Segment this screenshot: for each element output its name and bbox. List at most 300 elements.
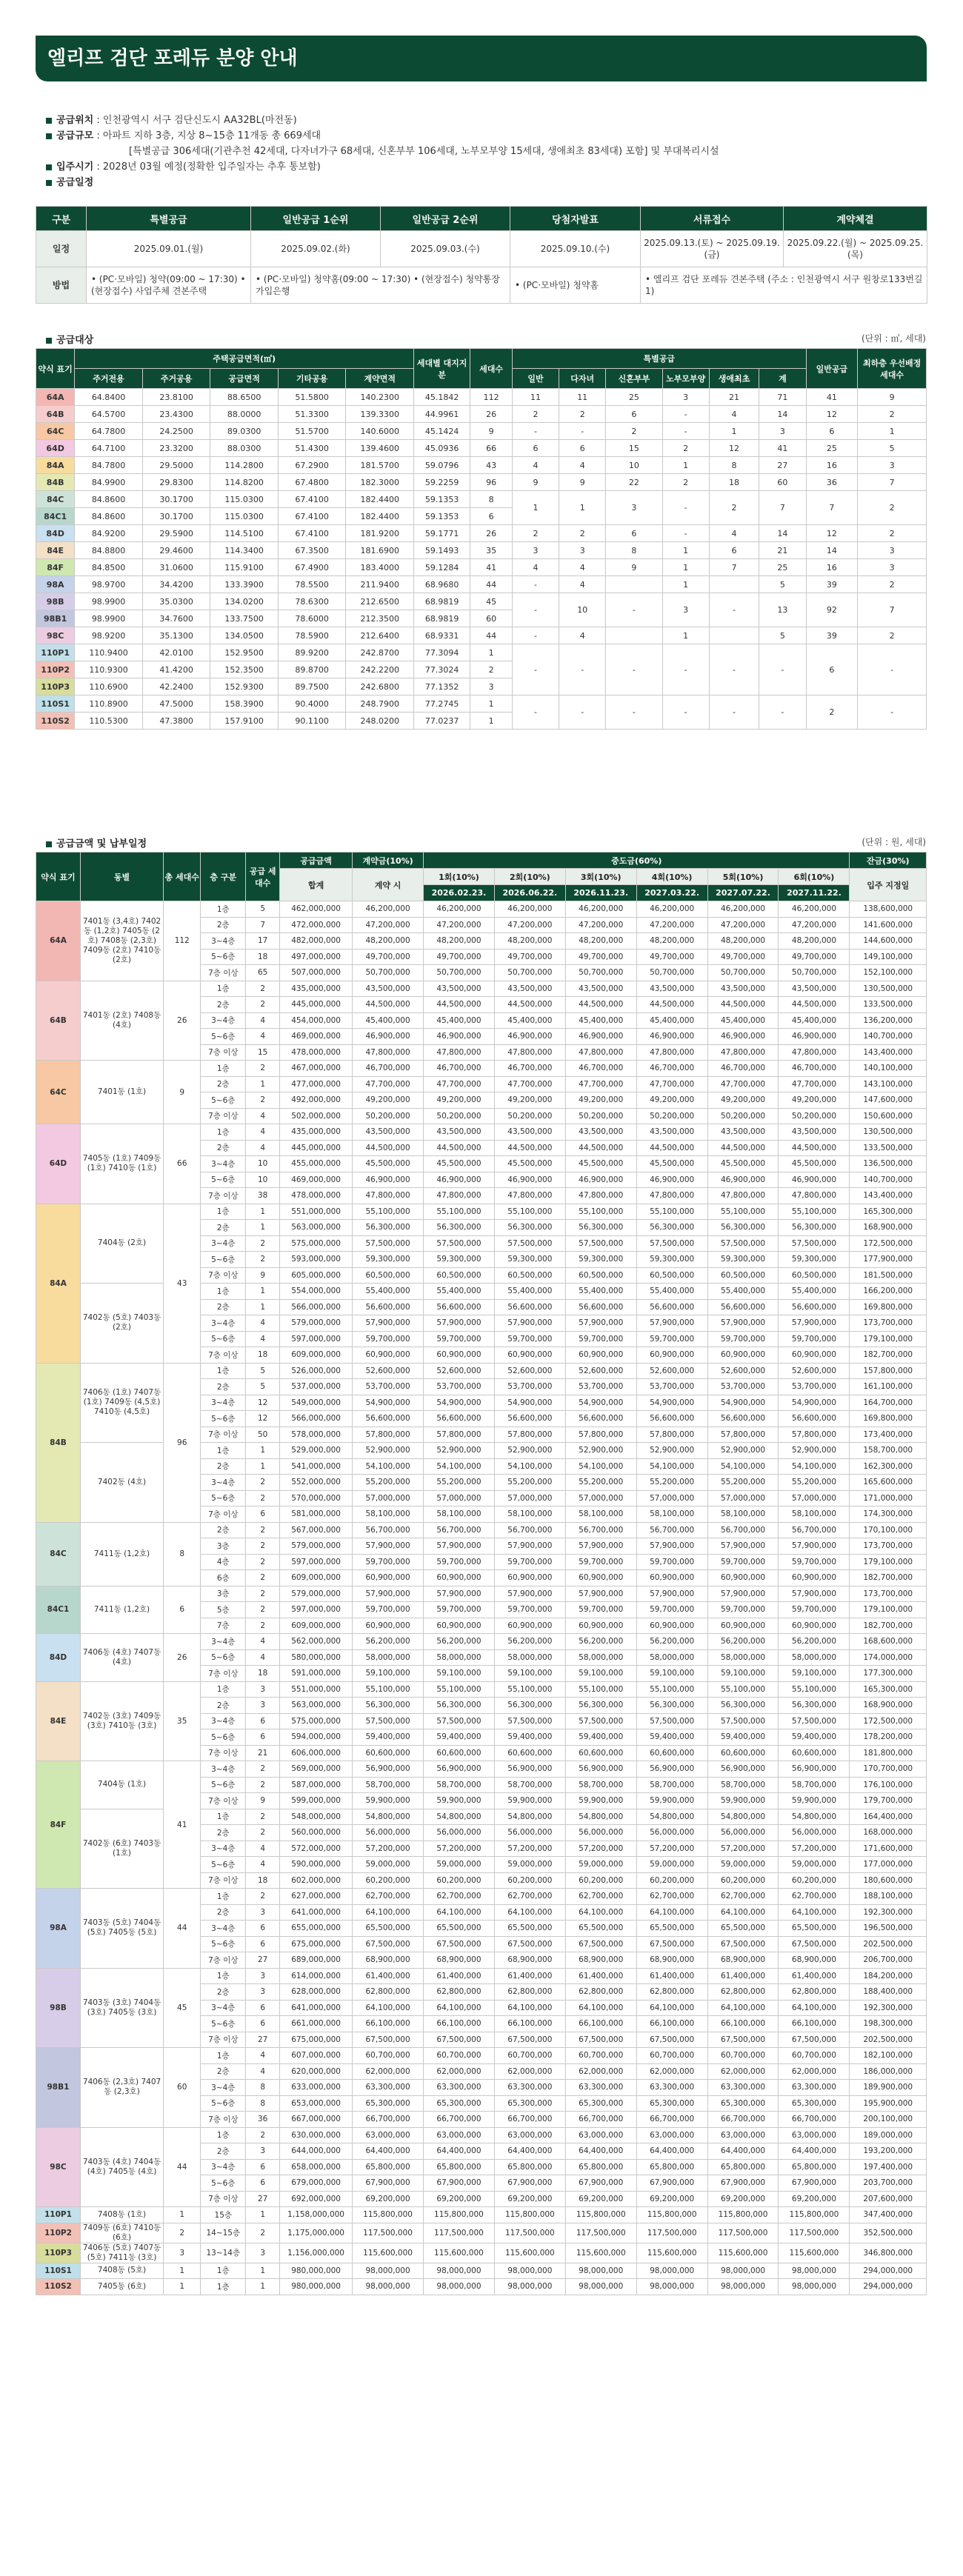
- price-middle: 46,200,000: [636, 901, 707, 918]
- unit-count: 1: [246, 1299, 280, 1315]
- price-middle: 62,700,000: [636, 1889, 707, 1905]
- price-middle: 66,700,000: [707, 2112, 779, 2128]
- supply-cell: 3: [470, 678, 513, 695]
- supply-cell: 1: [662, 559, 709, 576]
- price-middle: 59,700,000: [424, 1331, 495, 1347]
- price-middle: 57,900,000: [707, 1315, 779, 1332]
- price-middle: 55,100,000: [707, 1204, 779, 1220]
- price-middle: 64,100,000: [565, 2000, 636, 2016]
- dong-label: 7406동 (5호) 7407동 (5호) 7411동 (3호): [80, 2243, 163, 2263]
- price-middle: 50,700,000: [707, 965, 779, 981]
- supply-cell: 47.3800: [142, 713, 210, 730]
- type-label: 98B: [36, 1968, 81, 2048]
- supply-cell: 77.3094: [413, 644, 470, 661]
- unit-count: 27: [246, 2032, 280, 2048]
- price-total: 445,000,000: [280, 997, 353, 1013]
- floor-label: 3~4층: [201, 1713, 246, 1729]
- price-deposit: 48,200,000: [353, 933, 424, 950]
- supply-cell: 110.6900: [75, 678, 143, 695]
- price-middle: 59,000,000: [707, 1857, 779, 1873]
- supply-cell: -: [759, 695, 806, 730]
- price-middle: 64,400,000: [707, 2143, 779, 2160]
- supply-cell: 29.8300: [142, 474, 210, 491]
- price-balance: 136,500,000: [850, 1156, 927, 1172]
- supply-cell: 2: [662, 440, 709, 457]
- price-middle: 47,200,000: [636, 917, 707, 933]
- price-middle: 49,200,000: [494, 1092, 565, 1109]
- price-middle: 57,800,000: [779, 1427, 850, 1443]
- supply-row: [36, 406, 927, 423]
- price-deposit: 56,700,000: [353, 1522, 424, 1538]
- schedule-header: 특별공급: [87, 207, 251, 231]
- price-middle: 65,300,000: [424, 2095, 495, 2112]
- price-total: 1,175,000,000: [280, 2223, 353, 2243]
- supply-cell: 1: [662, 457, 709, 474]
- price-middle: 55,400,000: [636, 1284, 707, 1300]
- price-middle: 52,900,000: [565, 1443, 636, 1459]
- price-middle: 59,700,000: [565, 1331, 636, 1347]
- price-middle: 54,900,000: [707, 1395, 779, 1411]
- schedule-table: [36, 206, 927, 304]
- price-deposit: 98,000,000: [353, 2263, 424, 2279]
- price-deposit: 57,900,000: [353, 1315, 424, 1332]
- supply-cell: 44.9961: [413, 406, 470, 423]
- supply-cell: 90.1100: [278, 713, 346, 730]
- floor-label: 2층: [201, 1458, 246, 1475]
- total-units: 96: [164, 1363, 201, 1522]
- price-middle: 46,700,000: [636, 1061, 707, 1077]
- unit-count: 6: [246, 1936, 280, 1952]
- supply-cell: 67.4100: [278, 508, 346, 525]
- supply-cell: -: [559, 695, 606, 730]
- price-middle: 57,500,000: [565, 1235, 636, 1252]
- supply-row: [36, 593, 927, 610]
- dong-label: 7406동 (4호) 7407동 (4호): [80, 1634, 163, 1682]
- price-balance: 171,000,000: [850, 1490, 927, 1506]
- supply-cell: 1: [662, 576, 709, 593]
- price-balance: 174,000,000: [850, 1649, 927, 1666]
- price-middle: 62,800,000: [636, 1984, 707, 2001]
- price-deposit: 59,900,000: [353, 1793, 424, 1809]
- bullet-icon: [46, 164, 52, 170]
- price-middle: 62,000,000: [494, 2063, 565, 2080]
- price-middle: 63,300,000: [424, 2080, 495, 2096]
- supply-cell: 68.9819: [413, 593, 470, 610]
- price-middle: 47,800,000: [779, 1044, 850, 1061]
- price-middle: 60,700,000: [494, 2048, 565, 2064]
- price-middle: 60,900,000: [707, 1570, 779, 1586]
- price-middle: 60,900,000: [636, 1618, 707, 1634]
- price-total: 492,000,000: [280, 1092, 353, 1109]
- price-middle: 59,700,000: [636, 1331, 707, 1347]
- floor-label: 1층: [201, 1681, 246, 1698]
- supply-cell: 157.9100: [210, 713, 279, 730]
- price-middle: 61,400,000: [707, 1968, 779, 1984]
- schedule-row-label: 방법: [36, 267, 87, 304]
- price-middle: 59,000,000: [779, 1857, 850, 1873]
- supply-cell: [606, 627, 662, 644]
- price-middle: 66,700,000: [494, 2112, 565, 2128]
- price-middle: 54,100,000: [424, 1458, 495, 1475]
- price-middle: 98,000,000: [494, 2279, 565, 2295]
- price-middle: 98,000,000: [779, 2279, 850, 2295]
- unit-count: 1: [246, 2279, 280, 2295]
- price-balance: 196,500,000: [850, 1921, 927, 1937]
- price-middle: 68,900,000: [494, 1952, 565, 1969]
- price-middle: 65,500,000: [779, 1921, 850, 1937]
- price-middle: 60,200,000: [565, 1872, 636, 1889]
- total-units: 9: [164, 1061, 201, 1124]
- dong-label: 7404동 (1호): [80, 1761, 163, 1809]
- price-deposit: 60,600,000: [353, 1745, 424, 1761]
- price-deposit: 46,900,000: [353, 1172, 424, 1188]
- supply-cell: 2: [806, 695, 858, 730]
- price-middle: 54,800,000: [424, 1809, 495, 1825]
- supply-row: [36, 559, 927, 576]
- supply-cell: 1: [470, 695, 513, 713]
- unit-count: 2: [246, 1092, 280, 1109]
- price-balance: 177,000,000: [850, 1857, 927, 1873]
- price-middle: 55,400,000: [707, 1284, 779, 1300]
- supply-cell: 89.0300: [210, 423, 279, 440]
- price-middle: 60,900,000: [779, 1570, 850, 1586]
- type-label: 64C: [36, 1061, 81, 1124]
- floor-label: 2층: [201, 917, 246, 933]
- price-middle: 55,200,000: [779, 1475, 850, 1491]
- price-total: 980,000,000: [280, 2263, 353, 2279]
- supply-subheader: 주거전용: [75, 369, 143, 389]
- unit-count: 18: [246, 949, 280, 965]
- price-balance: 169,800,000: [850, 1411, 927, 1427]
- supply-cell: 88.0000: [210, 406, 279, 423]
- bullet-icon: [46, 338, 52, 344]
- floor-label: 7층 이상: [201, 1044, 246, 1061]
- type-label: 98A: [36, 576, 75, 593]
- price-middle: 56,600,000: [779, 1411, 850, 1427]
- supply-cell: 34.7600: [142, 610, 210, 627]
- supply-cell: 4: [559, 457, 606, 474]
- supply-cell: 181.5700: [346, 457, 414, 474]
- price-middle: 59,100,000: [779, 1666, 850, 1682]
- price-middle: 98,000,000: [779, 2263, 850, 2279]
- price-header: 동별: [80, 852, 163, 901]
- supply-cell: 45.1842: [413, 389, 470, 406]
- price-middle: 45,400,000: [424, 1012, 495, 1029]
- type-label: 110S1: [36, 695, 75, 713]
- price-middle: 59,700,000: [707, 1602, 779, 1618]
- price-balance: 143,100,000: [850, 1076, 927, 1092]
- price-middle: 57,500,000: [636, 1713, 707, 1729]
- supply-cell: 9: [470, 423, 513, 440]
- total-units: 26: [164, 981, 201, 1061]
- price-middle: 57,800,000: [636, 1427, 707, 1443]
- unit-count: 18: [246, 1347, 280, 1364]
- supply-cell: 84.8500: [75, 559, 143, 576]
- floor-label: 5~6층: [201, 1729, 246, 1746]
- price-total: 567,000,000: [280, 1522, 353, 1538]
- supply-cell: 212.6400: [346, 627, 414, 644]
- supply-cell: 84.7800: [75, 457, 143, 474]
- unit-count: 2: [246, 981, 280, 997]
- supply-cell: 114.2800: [210, 457, 279, 474]
- floor-label: 1층: [201, 2048, 246, 2064]
- unit-count: 10: [246, 1156, 280, 1172]
- price-middle: 46,700,000: [707, 1061, 779, 1077]
- price-middle: 47,800,000: [565, 1044, 636, 1061]
- price-header: 잔금(30%): [850, 852, 927, 869]
- price-balance: 347,400,000: [850, 2207, 927, 2223]
- price-middle: 45,500,000: [779, 1156, 850, 1172]
- floor-label: 7층 이상: [201, 1872, 246, 1889]
- price-deposit: 52,900,000: [353, 1443, 424, 1459]
- supply-cell: 27: [759, 457, 806, 474]
- price-middle: 115,800,000: [565, 2207, 636, 2223]
- supply-section-title: [46, 332, 93, 346]
- dong-label: 7402동 (5호) 7403동 (2호): [80, 1284, 163, 1364]
- floor-label: 7층 이상: [201, 1427, 246, 1443]
- price-subheader: 3회(10%): [565, 869, 636, 885]
- price-middle: 65,300,000: [565, 2095, 636, 2112]
- unit-count: 2: [246, 1602, 280, 1618]
- price-middle: 68,900,000: [424, 1952, 495, 1969]
- price-total: 552,000,000: [280, 1475, 353, 1491]
- type-label: 110P3: [36, 678, 75, 695]
- price-subheader: 합계: [280, 869, 353, 901]
- price-middle: 62,800,000: [424, 1984, 495, 2001]
- supply-cell: 51.5700: [278, 423, 346, 440]
- price-balance: 192,300,000: [850, 1904, 927, 1921]
- price-middle: 56,300,000: [779, 1220, 850, 1236]
- info-label: 공급위치: [56, 115, 94, 126]
- price-total: 692,000,000: [280, 2191, 353, 2207]
- floor-label: 3~4층: [201, 2159, 246, 2175]
- price-middle: 58,100,000: [636, 1506, 707, 1523]
- price-middle: 60,700,000: [565, 2048, 636, 2064]
- price-deposit: 60,700,000: [353, 2048, 424, 2064]
- unit-count: 1: [246, 1458, 280, 1475]
- unit-count: 3: [246, 1681, 280, 1698]
- price-middle: 57,900,000: [565, 1315, 636, 1332]
- price-total: 597,000,000: [280, 1602, 353, 1618]
- price-middle: 56,300,000: [424, 1698, 495, 1714]
- supply-cell: [709, 576, 759, 593]
- price-middle: 58,100,000: [707, 1506, 779, 1523]
- unit-count: 6: [246, 2175, 280, 2192]
- supply-cell: 8: [709, 457, 759, 474]
- price-middle: 58,000,000: [636, 1649, 707, 1666]
- price-middle: 65,800,000: [779, 2159, 850, 2175]
- price-middle: 65,500,000: [424, 1921, 495, 1937]
- supply-cell: 1: [858, 423, 927, 440]
- price-middle: 65,800,000: [636, 2159, 707, 2175]
- price-middle: 57,900,000: [494, 1538, 565, 1555]
- unit-count: 2: [246, 1618, 280, 1634]
- unit-count: 12: [246, 1395, 280, 1411]
- supply-cell: 78.6300: [278, 593, 346, 610]
- price-total: 653,000,000: [280, 2095, 353, 2112]
- type-label: 64D: [36, 1124, 81, 1204]
- price-balance: 207,600,000: [850, 2191, 927, 2207]
- price-middle: 59,300,000: [707, 1252, 779, 1268]
- supply-cell: 60: [759, 474, 806, 491]
- price-total: 689,000,000: [280, 1952, 353, 1969]
- supply-cell: 92: [806, 593, 858, 627]
- price-total: 1,158,000,000: [280, 2207, 353, 2223]
- supply-cell: 212.6500: [346, 593, 414, 610]
- section-label: 공급대상: [56, 335, 94, 346]
- supply-cell: 51.3300: [278, 406, 346, 423]
- price-middle: 46,700,000: [494, 1061, 565, 1077]
- floor-label: 5~6층: [201, 1649, 246, 1666]
- price-middle: 58,100,000: [494, 1506, 565, 1523]
- price-deposit: 58,100,000: [353, 1506, 424, 1523]
- dong-label: 7401동 (1호): [80, 1061, 163, 1124]
- supply-cell: 41.4200: [142, 661, 210, 678]
- price-middle: 56,900,000: [707, 1761, 779, 1778]
- unit-count: 12: [246, 1411, 280, 1427]
- unit-count: 1: [246, 1284, 280, 1300]
- price-deposit: 44,500,000: [353, 1140, 424, 1156]
- price-balance: 161,100,000: [850, 1379, 927, 1395]
- price-total: 469,000,000: [280, 1172, 353, 1188]
- price-balance: 168,600,000: [850, 1634, 927, 1650]
- supply-cell: 25: [806, 440, 858, 457]
- price-middle: 56,300,000: [565, 1698, 636, 1714]
- type-label: 64B: [36, 406, 75, 423]
- info-section: [46, 113, 920, 190]
- price-middle: 59,300,000: [636, 1252, 707, 1268]
- price-middle: 98,000,000: [565, 2279, 636, 2295]
- supply-cell: 139.4600: [346, 440, 414, 457]
- price-middle: 50,200,000: [424, 1108, 495, 1124]
- price-balance: 130,500,000: [850, 981, 927, 997]
- price-middle: 67,900,000: [424, 2175, 495, 2192]
- price-subheader: 2027.07.22.: [707, 885, 779, 901]
- price-deposit: 57,800,000: [353, 1427, 424, 1443]
- supply-cell: 16: [806, 457, 858, 474]
- price-middle: 60,600,000: [779, 1745, 850, 1761]
- price-middle: 57,900,000: [565, 1586, 636, 1602]
- floor-label: 5~6층: [201, 1857, 246, 1873]
- supply-cell: 68.9331: [413, 627, 470, 644]
- supply-subheader: 기타공용: [278, 369, 346, 389]
- floor-label: 15층: [201, 2207, 246, 2223]
- floor-label: 5~6층: [201, 2016, 246, 2032]
- price-middle: 54,100,000: [494, 1458, 565, 1475]
- price-row: [36, 1634, 927, 1650]
- floor-label: 1층: [201, 2263, 246, 2279]
- price-total: 675,000,000: [280, 1936, 353, 1952]
- price-balance: 174,300,000: [850, 1506, 927, 1523]
- supply-subheader: 생애최초: [709, 369, 759, 389]
- price-deposit: 46,900,000: [353, 1029, 424, 1045]
- supply-cell: 68.9819: [413, 610, 470, 627]
- price-middle: 56,000,000: [565, 1825, 636, 1841]
- schedule-cell: • (PC·모바일) 청약홈: [510, 267, 641, 304]
- price-middle: 57,200,000: [636, 1841, 707, 1857]
- unit-count: 38: [246, 1188, 280, 1204]
- price-middle: 46,200,000: [779, 901, 850, 918]
- price-balance: 164,700,000: [850, 1395, 927, 1411]
- price-middle: 48,200,000: [424, 933, 495, 950]
- price-middle: 60,900,000: [779, 1618, 850, 1634]
- price-middle: 57,200,000: [565, 1841, 636, 1857]
- type-label: 98C: [36, 627, 75, 644]
- floor-label: 1층: [201, 2279, 246, 2295]
- price-total: 566,000,000: [280, 1299, 353, 1315]
- price-total: 605,000,000: [280, 1267, 353, 1284]
- floor-label: 7층 이상: [201, 1666, 246, 1682]
- supply-cell: 96: [470, 474, 513, 491]
- price-middle: 59,400,000: [636, 1729, 707, 1746]
- dong-label: 7405동 (6호): [80, 2279, 163, 2295]
- supply-cell: 14: [806, 542, 858, 559]
- price-middle: 47,800,000: [424, 1188, 495, 1204]
- price-balance: 168,900,000: [850, 1698, 927, 1714]
- price-subheader: 6회(10%): [779, 869, 850, 885]
- price-total: 655,000,000: [280, 1921, 353, 1937]
- price-deposit: 44,500,000: [353, 997, 424, 1013]
- supply-cell: 60: [470, 610, 513, 627]
- price-deposit: 62,000,000: [353, 2063, 424, 2080]
- unit-count: 2: [246, 1570, 280, 1586]
- price-header: 중도금(60%): [424, 852, 850, 869]
- floor-label: 1층: [201, 1363, 246, 1379]
- unit-count: 3: [246, 2243, 280, 2263]
- unit-count: 2: [246, 1252, 280, 1268]
- price-middle: 66,100,000: [494, 2016, 565, 2032]
- schedule-header: 서류접수: [641, 207, 784, 231]
- supply-cell: 1: [512, 491, 559, 525]
- price-middle: 57,000,000: [779, 1490, 850, 1506]
- supply-cell: 7: [806, 491, 858, 525]
- supply-row: [36, 627, 927, 644]
- unit-count: 50: [246, 1427, 280, 1443]
- price-deposit: 65,800,000: [353, 2159, 424, 2175]
- price-total: 526,000,000: [280, 1363, 353, 1379]
- price-middle: 49,700,000: [779, 949, 850, 965]
- price-deposit: 115,800,000: [353, 2207, 424, 2223]
- price-middle: 62,000,000: [565, 2063, 636, 2080]
- floor-label: 2층: [201, 1904, 246, 1921]
- price-middle: 62,700,000: [707, 1889, 779, 1905]
- price-middle: 43,500,000: [779, 981, 850, 997]
- floor-label: 3~4층: [201, 1475, 246, 1491]
- price-middle: 54,100,000: [779, 1458, 850, 1475]
- price-middle: 64,100,000: [707, 2000, 779, 2016]
- supply-cell: -: [512, 627, 559, 644]
- schedule-header: 일반공급 2순위: [381, 207, 510, 231]
- price-middle: 57,500,000: [494, 1713, 565, 1729]
- price-total: 658,000,000: [280, 2159, 353, 2175]
- floor-label: 2층: [201, 1984, 246, 2001]
- price-deposit: 65,300,000: [353, 2095, 424, 2112]
- supply-cell: -: [512, 644, 559, 695]
- supply-cell: 84.8600: [75, 508, 143, 525]
- supply-cell: 15: [606, 440, 662, 457]
- price-deposit: 98,000,000: [353, 2279, 424, 2295]
- price-middle: 50,200,000: [707, 1108, 779, 1124]
- price-middle: 55,400,000: [779, 1284, 850, 1300]
- price-middle: 46,900,000: [707, 1029, 779, 1045]
- price-middle: 60,700,000: [636, 2048, 707, 2064]
- price-middle: 47,800,000: [424, 1044, 495, 1061]
- price-middle: 52,900,000: [424, 1443, 495, 1459]
- supply-cell: -: [662, 644, 709, 695]
- price-deposit: 117,500,000: [353, 2223, 424, 2243]
- price-middle: 61,400,000: [494, 1968, 565, 1984]
- price-balance: 182,700,000: [850, 1618, 927, 1634]
